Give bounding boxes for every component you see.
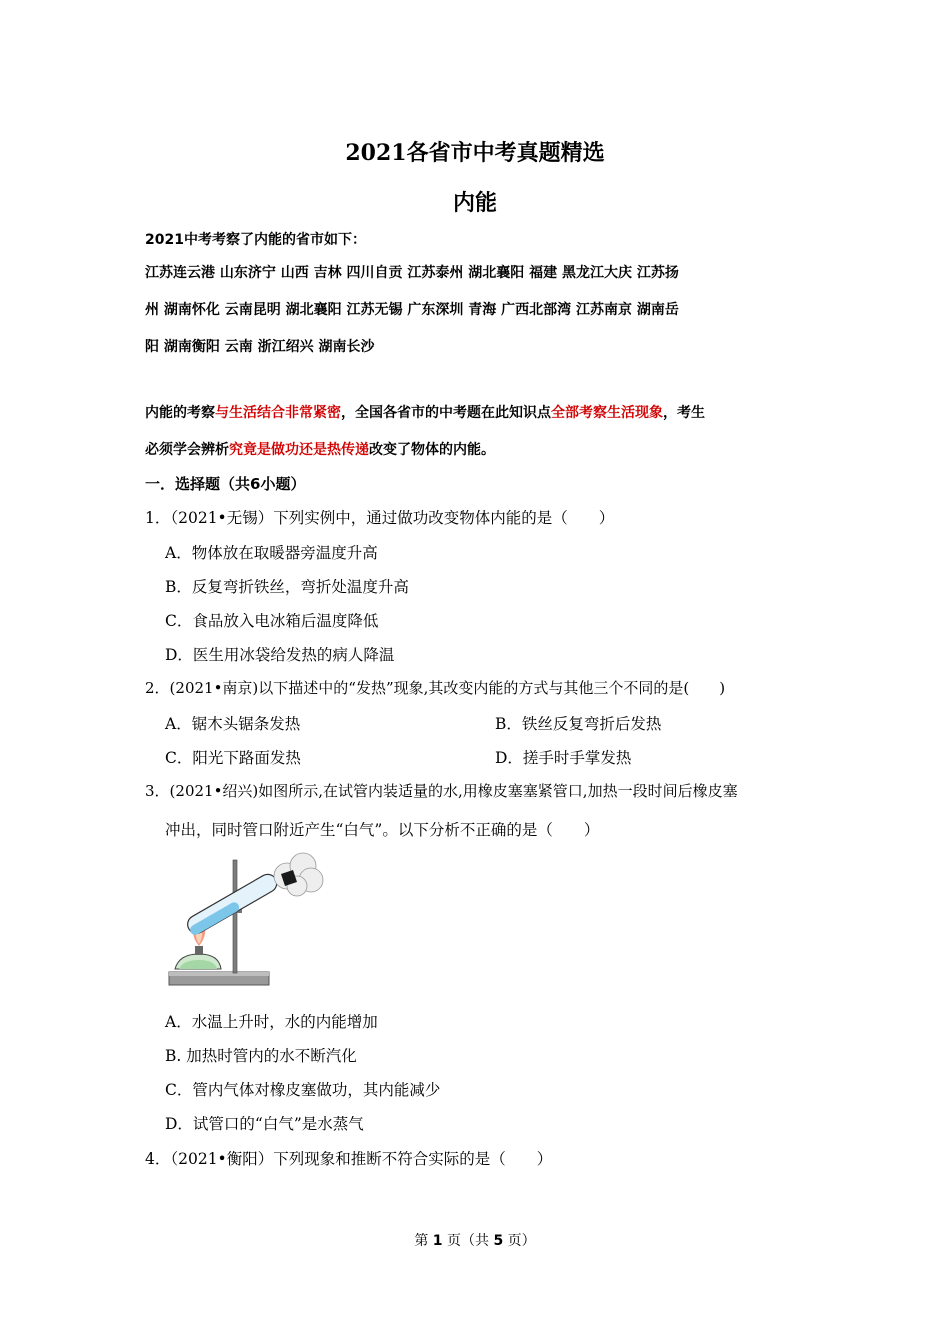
page-subtitle: 内能: [452, 190, 497, 216]
question-2-option-b: B．铁丝反复弯折后发热: [495, 715, 662, 733]
total-pages: 5: [493, 1233, 504, 1249]
note-text: 改变了物体的内能。: [369, 442, 495, 458]
question-1-option-d: D．医生用冰袋给发热的病人降温: [165, 646, 395, 664]
test-tube-experiment-figure: [165, 848, 330, 993]
page-title: 2021各省市中考真题精选: [345, 140, 605, 166]
section-heading: 一．选择题（共6小题）: [145, 475, 306, 493]
question-2-option-c: C．阳光下路面发热: [165, 749, 301, 767]
note-highlight: 全部考察生活现象: [551, 405, 663, 421]
question-2-option-d: D．搓手时手掌发热: [495, 749, 632, 767]
question-3-option-c: C．管内气体对橡皮塞做功，其内能减少: [165, 1081, 441, 1099]
note-text: ，全国各省市的中考题在此知识点: [341, 405, 551, 421]
intro-heading: 2021中考考察了内能的省市如下：: [145, 232, 366, 248]
note-text: 内能的考察: [145, 405, 215, 421]
province-list-line: 江苏连云港 山东济宁 山西 吉林 四川自贡 江苏泰州 湖北襄阳 福建 黑龙江大庆 江苏扬: [145, 265, 679, 281]
question-3-stem: 3．(2021•绍兴)如图所示,在试管内装适量的水,用橡皮塞塞紧管口,加热一段时间后橡皮塞: [145, 782, 738, 800]
note-line: [145, 439, 810, 459]
question-4-stem: 4．（2021•衡阳）下列现象和推断不符合实际的是（ ）: [145, 1150, 553, 1168]
footer-text: 页（共: [442, 1233, 494, 1249]
question-1-option-c: C．食品放入电冰箱后温度降低: [165, 612, 379, 630]
question-1-option-a: A．物体放在取暖器旁温度升高: [165, 544, 378, 562]
province-list-line: 州 湖南怀化 云南昆明 湖北襄阳 江苏无锡 广东深圳 青海 广西北部湾 江苏南京 湖南岳: [145, 302, 679, 318]
footer-text: 第: [414, 1233, 433, 1249]
question-2-option-a: A．锯木头锯条发热: [165, 715, 301, 733]
note-line: [145, 402, 810, 422]
page-number: 1: [432, 1233, 443, 1249]
question-1-option-b: B．反复弯折铁丝，弯折处温度升高: [165, 578, 409, 596]
question-3-option-a: A．水温上升时，水的内能增加: [165, 1013, 378, 1031]
question-3-option-d: D．试管口的“白气”是水蒸气: [165, 1115, 364, 1133]
province-list-line: 阳 湖南衡阳 云南 浙江绍兴 湖南长沙: [145, 339, 375, 355]
note-highlight: 究竟是做功还是热传递: [229, 442, 369, 458]
note-text: 必须学会辨析: [145, 442, 229, 458]
footer-text: 页）: [503, 1233, 536, 1249]
note-text: ，考生: [663, 405, 705, 421]
question-3-option-b: B. 加热时管内的水不断汽化: [165, 1047, 357, 1065]
question-2-stem: 2．(2021•南京)以下描述中的“发热”现象,其改变内能的方式与其他三个不同的是( ): [145, 679, 726, 697]
page-footer: [0, 1230, 950, 1250]
note-highlight: 与生活结合非常紧密: [215, 405, 341, 421]
question-3-stem-cont: 冲出，同时管口附近产生“白气”。以下分析不正确的是（ ）: [165, 821, 600, 839]
question-1-stem: 1．（2021•无锡）下列实例中，通过做功改变物体内能的是（ ）: [145, 509, 615, 527]
